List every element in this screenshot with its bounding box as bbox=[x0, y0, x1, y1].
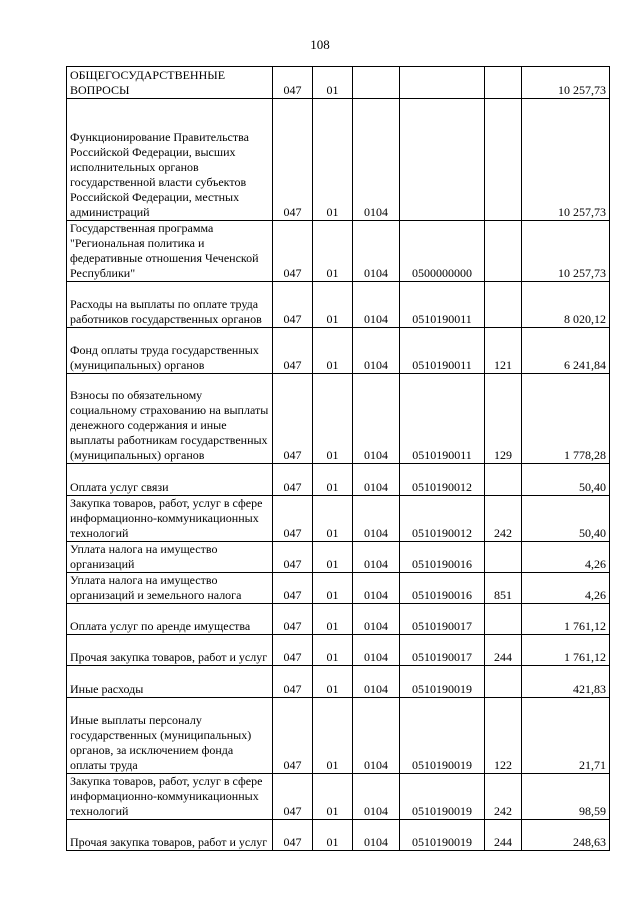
cell-expense-type: 242 bbox=[485, 496, 522, 542]
cell-ministry-code: 047 bbox=[273, 496, 313, 542]
cell-section-code: 01 bbox=[313, 374, 353, 464]
cell-section-code: 01 bbox=[313, 604, 353, 635]
cell-target-article: 0510190011 bbox=[400, 328, 485, 374]
cell-ministry-code: 047 bbox=[273, 698, 313, 774]
table-row bbox=[67, 221, 610, 282]
cell-expense-type bbox=[485, 282, 522, 328]
cell-ministry-code: 047 bbox=[273, 820, 313, 851]
cell-ministry-code: 047 bbox=[273, 635, 313, 666]
budget-table bbox=[66, 66, 610, 851]
table-row bbox=[67, 496, 610, 542]
cell-amount: 421,83 bbox=[522, 666, 610, 698]
cell-target-article: 0510190017 bbox=[400, 604, 485, 635]
cell-subsection-code: 0104 bbox=[353, 464, 400, 496]
cell-ministry-code: 047 bbox=[273, 282, 313, 328]
table-row bbox=[67, 374, 610, 464]
cell-target-article: 0500000000 bbox=[400, 221, 485, 282]
cell-target-article: 0510190011 bbox=[400, 374, 485, 464]
cell-expense-name: Закупка товаров, работ, услуг в сфере информационно-коммуникационных технологий bbox=[67, 496, 273, 542]
cell-expense-name: Уплата налога на имущество организаций и земельного налога bbox=[67, 573, 273, 604]
cell-amount: 98,59 bbox=[522, 774, 610, 820]
cell-expense-name: Функционирование Правительства Российской Федерации, высших исполнительных органов государственной власти субъектов Российской Федерации, местных администраций bbox=[67, 99, 273, 221]
table-row bbox=[67, 635, 610, 666]
cell-ministry-code: 047 bbox=[273, 774, 313, 820]
cell-ministry-code: 047 bbox=[273, 604, 313, 635]
cell-section-code: 01 bbox=[313, 635, 353, 666]
table-row bbox=[67, 604, 610, 635]
cell-subsection-code: 0104 bbox=[353, 374, 400, 464]
cell-section-code: 01 bbox=[313, 698, 353, 774]
cell-expense-type bbox=[485, 464, 522, 496]
cell-expense-name: Взносы по обязательному социальному страхованию на выплаты денежного содержания и иные выплаты работникам государственных (муниципальных) органов bbox=[67, 374, 273, 464]
cell-subsection-code: 0104 bbox=[353, 820, 400, 851]
cell-expense-type: 121 bbox=[485, 328, 522, 374]
cell-ministry-code: 047 bbox=[273, 374, 313, 464]
cell-expense-type: 242 bbox=[485, 774, 522, 820]
cell-amount: 50,40 bbox=[522, 464, 610, 496]
cell-subsection-code: 0104 bbox=[353, 698, 400, 774]
cell-ministry-code: 047 bbox=[273, 99, 313, 221]
cell-section-code: 01 bbox=[313, 221, 353, 282]
cell-ministry-code: 047 bbox=[273, 464, 313, 496]
table-row bbox=[67, 542, 610, 573]
cell-amount: 1 761,12 bbox=[522, 635, 610, 666]
cell-amount: 4,26 bbox=[522, 573, 610, 604]
cell-target-article: 0510190012 bbox=[400, 464, 485, 496]
cell-amount: 21,71 bbox=[522, 698, 610, 774]
cell-expense-type: 851 bbox=[485, 573, 522, 604]
cell-amount: 248,63 bbox=[522, 820, 610, 851]
cell-target-article: 0510190019 bbox=[400, 820, 485, 851]
cell-subsection-code: 0104 bbox=[353, 573, 400, 604]
cell-target-article: 0510190011 bbox=[400, 282, 485, 328]
cell-section-code: 01 bbox=[313, 464, 353, 496]
cell-amount: 1 761,12 bbox=[522, 604, 610, 635]
cell-expense-type: 122 bbox=[485, 698, 522, 774]
cell-ministry-code: 047 bbox=[273, 221, 313, 282]
cell-subsection-code: 0104 bbox=[353, 282, 400, 328]
cell-expense-name: Уплата налога на имущество организаций bbox=[67, 542, 273, 573]
cell-expense-type bbox=[485, 604, 522, 635]
cell-section-code: 01 bbox=[313, 774, 353, 820]
cell-ministry-code: 047 bbox=[273, 542, 313, 573]
cell-subsection-code: 0104 bbox=[353, 542, 400, 573]
cell-amount: 4,26 bbox=[522, 542, 610, 573]
cell-amount: 8 020,12 bbox=[522, 282, 610, 328]
cell-subsection-code: 0104 bbox=[353, 774, 400, 820]
cell-ministry-code: 047 bbox=[273, 666, 313, 698]
cell-amount: 10 257,73 bbox=[522, 67, 610, 99]
table-row bbox=[67, 573, 610, 604]
cell-subsection-code: 0104 bbox=[353, 635, 400, 666]
cell-subsection-code: 0104 bbox=[353, 99, 400, 221]
cell-target-article: 0510190019 bbox=[400, 666, 485, 698]
cell-expense-name: Прочая закупка товаров, работ и услуг bbox=[67, 820, 273, 851]
cell-section-code: 01 bbox=[313, 820, 353, 851]
cell-subsection-code: 0104 bbox=[353, 328, 400, 374]
cell-target-article bbox=[400, 67, 485, 99]
cell-subsection-code: 0104 bbox=[353, 666, 400, 698]
cell-section-code: 01 bbox=[313, 99, 353, 221]
table-row bbox=[67, 774, 610, 820]
cell-expense-type bbox=[485, 67, 522, 99]
table-row bbox=[67, 698, 610, 774]
cell-target-article: 0510190012 bbox=[400, 496, 485, 542]
page-number: 108 bbox=[310, 37, 330, 52]
cell-expense-type: 244 bbox=[485, 820, 522, 851]
cell-target-article: 0510190016 bbox=[400, 542, 485, 573]
cell-subsection-code: 0104 bbox=[353, 604, 400, 635]
cell-ministry-code: 047 bbox=[273, 328, 313, 374]
cell-section-code: 01 bbox=[313, 496, 353, 542]
cell-amount: 50,40 bbox=[522, 496, 610, 542]
budget-table-body bbox=[67, 67, 610, 851]
table-row bbox=[67, 464, 610, 496]
cell-target-article: 0510190016 bbox=[400, 573, 485, 604]
cell-target-article: 0510190019 bbox=[400, 698, 485, 774]
cell-expense-name: Иные расходы bbox=[67, 666, 273, 698]
cell-amount: 6 241,84 bbox=[522, 328, 610, 374]
cell-target-article: 0510190019 bbox=[400, 774, 485, 820]
cell-subsection-code: 0104 bbox=[353, 221, 400, 282]
table-row bbox=[67, 67, 610, 99]
cell-expense-type bbox=[485, 666, 522, 698]
table-row bbox=[67, 99, 610, 221]
cell-section-code: 01 bbox=[313, 328, 353, 374]
cell-subsection-code bbox=[353, 67, 400, 99]
cell-target-article bbox=[400, 99, 485, 221]
cell-expense-name: Закупка товаров, работ, услуг в сфере информационно-коммуникационных технологий bbox=[67, 774, 273, 820]
cell-expense-type bbox=[485, 542, 522, 573]
cell-expense-type: 129 bbox=[485, 374, 522, 464]
cell-section-code: 01 bbox=[313, 282, 353, 328]
cell-ministry-code: 047 bbox=[273, 67, 313, 99]
cell-expense-name: Фонд оплаты труда государственных (муниципальных) органов bbox=[67, 328, 273, 374]
cell-expense-name: Расходы на выплаты по оплате труда работников государственных органов bbox=[67, 282, 273, 328]
cell-expense-name: Прочая закупка товаров, работ и услуг bbox=[67, 635, 273, 666]
cell-expense-type bbox=[485, 221, 522, 282]
cell-amount: 10 257,73 bbox=[522, 221, 610, 282]
cell-amount: 1 778,28 bbox=[522, 374, 610, 464]
cell-subsection-code: 0104 bbox=[353, 496, 400, 542]
cell-ministry-code: 047 bbox=[273, 573, 313, 604]
table-row bbox=[67, 282, 610, 328]
table-row bbox=[67, 328, 610, 374]
cell-target-article: 0510190017 bbox=[400, 635, 485, 666]
cell-section-code: 01 bbox=[313, 666, 353, 698]
table-row bbox=[67, 666, 610, 698]
cell-expense-type bbox=[485, 99, 522, 221]
table-row bbox=[67, 820, 610, 851]
cell-expense-name: ОБЩЕГОСУДАРСТВЕННЫЕ ВОПРОСЫ bbox=[67, 67, 273, 99]
cell-expense-name: Оплата услуг по аренде имущества bbox=[67, 604, 273, 635]
cell-expense-name: Оплата услуг связи bbox=[67, 464, 273, 496]
cell-section-code: 01 bbox=[313, 542, 353, 573]
cell-section-code: 01 bbox=[313, 67, 353, 99]
cell-section-code: 01 bbox=[313, 573, 353, 604]
cell-amount: 10 257,73 bbox=[522, 99, 610, 221]
cell-expense-name: Государственная программа "Региональная политика и федеративные отношения Чеченской Республики" bbox=[67, 221, 273, 282]
cell-expense-type: 244 bbox=[485, 635, 522, 666]
cell-expense-name: Иные выплаты персоналу государственных (муниципальных) органов, за исключением фонда оплаты труда bbox=[67, 698, 273, 774]
